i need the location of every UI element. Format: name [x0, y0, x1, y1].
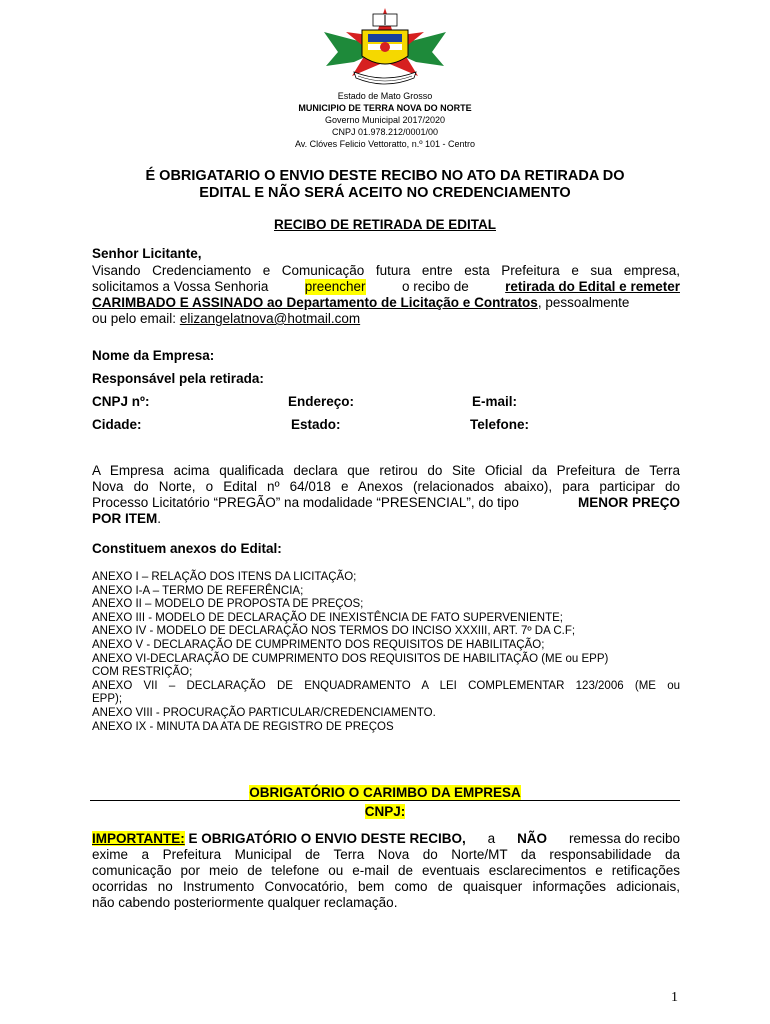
- annex-item: ANEXO IV - MODELO DE DECLARAÇÃO NOS TERMOS DO INCISO XXXIII, ART. 7º DA C.F;: [92, 625, 576, 638]
- important-line-3: comunicação por meio de telefone ou e-mail de eventuais esclarecimentos e retificações: [92, 863, 680, 878]
- intro-text: , pessoalmente: [537, 295, 630, 310]
- intro-text: o recibo de: [401, 279, 469, 294]
- annex-item: ANEXO I-A – TERMO DE REFERÊNCIA;: [92, 584, 304, 597]
- city-label: Cidade:: [92, 417, 142, 432]
- intro-text: solicitamos a Vossa Senhoria: [92, 279, 269, 294]
- page-number: 1: [671, 990, 678, 1005]
- state-label: Estado:: [291, 417, 341, 432]
- annex-item: ANEXO I – RELAÇÃO DOS ITENS DA LICITAÇÃO;: [92, 571, 357, 583]
- divider: [90, 800, 680, 801]
- highlighted-word: preencher: [304, 279, 366, 294]
- email-label: E-mail:: [472, 394, 518, 409]
- header-government: Governo Municipal 2017/2020: [324, 115, 446, 125]
- declaration-text: .: [157, 511, 162, 526]
- intro-line-4: [92, 311, 360, 327]
- annex-item: ANEXO II – MODELO DE PROPOSTA DE PREÇOS;: [92, 598, 364, 611]
- intro-emphasis: retirada do Edital e remeter: [505, 279, 680, 294]
- intro-line-2: [92, 279, 680, 295]
- important-line-2: exime a Prefeitura Municipal de Terra Nova do Norte/MT da responsabilidade da: [92, 847, 680, 862]
- receipt-title: RECIBO DE RETIRADA DE EDITAL: [273, 217, 496, 232]
- email-link[interactable]: elizangelatnova@hotmail.com: [179, 311, 361, 326]
- important-emphasis: E OBRIGATÓRIO O ENVIO DESTE RECIBO,: [188, 831, 466, 846]
- responsible-label: Responsável pela retirada:: [92, 371, 264, 386]
- annex-item: ANEXO VII – DECLARAÇÃO DE ENQUADRAMENTO A LEI COMPLEMENTAR 123/2006 (ME ou: [92, 679, 680, 692]
- header-state: Estado de Mato Grosso: [337, 91, 433, 101]
- declaration-emphasis: POR ITEM: [92, 511, 158, 526]
- important-line-1: [92, 831, 680, 847]
- warning-line-2: EDITAL E NÃO SERÁ ACEITO NO CREDENCIAMENTO: [199, 185, 571, 201]
- address-label: Endereço:: [288, 394, 355, 409]
- annex-item: EPP);: [92, 693, 123, 706]
- header-municipality: MUNICIPIO DE TERRA NOVA DO NORTE: [298, 103, 472, 113]
- intro-line-1: Visando Credenciamento e Comunicação futura entre esta Prefeitura e sua empresa,: [92, 263, 680, 278]
- intro-emphasis: CARIMBADO E ASSINADO ao Departamento de Licitação e Contratos: [92, 295, 538, 310]
- declaration-line-4: [92, 511, 161, 527]
- annexes-list: [92, 571, 680, 734]
- annex-item: ANEXO VI-DECLARAÇÃO DE CUMPRIMENTO DOS REQUISITOS DE HABILITAÇÃO (ME ou EPP): [92, 652, 609, 665]
- stamp-cnpj-wrap: [0, 803, 770, 821]
- declaration-line-2: Nova do Norte, o Edital nº 64/018 e Anexos (relacionados abaixo), para participar do: [92, 479, 680, 494]
- intro-text: ou pelo email:: [92, 311, 177, 326]
- annex-item: ANEXO VIII - PROCURAÇÃO PARTICULAR/CREDENCIAMENTO.: [92, 706, 436, 719]
- important-emphasis: NÃO: [517, 831, 548, 846]
- declaration-line-3: [92, 495, 680, 511]
- header-address: Av. Clóves Felicio Vettoratto, n.º 101 - Centro: [294, 139, 476, 149]
- stamp-cnpj: CNPJ:: [364, 804, 406, 819]
- cnpj-label: CNPJ nº:: [92, 394, 150, 409]
- declaration-line-1: A Empresa acima qualificada declara que retirou do Site Oficial da Prefeitura de Terra: [92, 463, 680, 478]
- declaration-emphasis: MENOR PREÇO: [577, 495, 680, 510]
- declaration-text: Processo Licitatório “PREGÃO” na modalidade “PRESENCIAL”, do tipo: [92, 495, 519, 510]
- stamp-title: OBRIGATÓRIO O CARIMBO DA EMPRESA: [249, 785, 521, 800]
- annexes-title: Constituem anexos do Edital:: [92, 541, 282, 556]
- greeting: Senhor Licitante,: [92, 246, 202, 261]
- important-line-4: ocorridas no Instrumento Convocatório, bem como de quaisquer informações adicionais,: [92, 879, 680, 894]
- municipal-crest-logo: [318, 6, 452, 90]
- company-name-label: Nome da Empresa:: [92, 348, 215, 363]
- important-text: remessa do recibo: [568, 831, 680, 846]
- phone-label: Telefone:: [470, 417, 530, 432]
- important-text: a: [487, 831, 496, 846]
- header-cnpj: CNPJ 01.978.212/0001/00: [331, 127, 439, 137]
- important-label: IMPORTANTE:: [92, 831, 185, 846]
- warning-line-1: É OBRIGATARIO O ENVIO DESTE RECIBO NO ATO DA RETIRADA DO: [145, 168, 625, 184]
- intro-line-3: [92, 295, 680, 311]
- annex-item: COM RESTRIÇÃO;: [92, 666, 193, 679]
- annex-item: ANEXO IX - MINUTA DA ATA DE REGISTRO DE PREÇOS: [92, 720, 394, 733]
- annex-item: ANEXO III - MODELO DE DECLARAÇÃO DE INEXISTÊNCIA DE FATO SUPERVENIENTE;: [92, 611, 563, 624]
- annex-item: ANEXO V - DECLARAÇÃO DE CUMPRIMENTO DOS REQUISITOS DE HABILITAÇÃO;: [92, 638, 545, 651]
- important-line-5: não cabendo posteriormente qualquer reclamação.: [92, 895, 398, 910]
